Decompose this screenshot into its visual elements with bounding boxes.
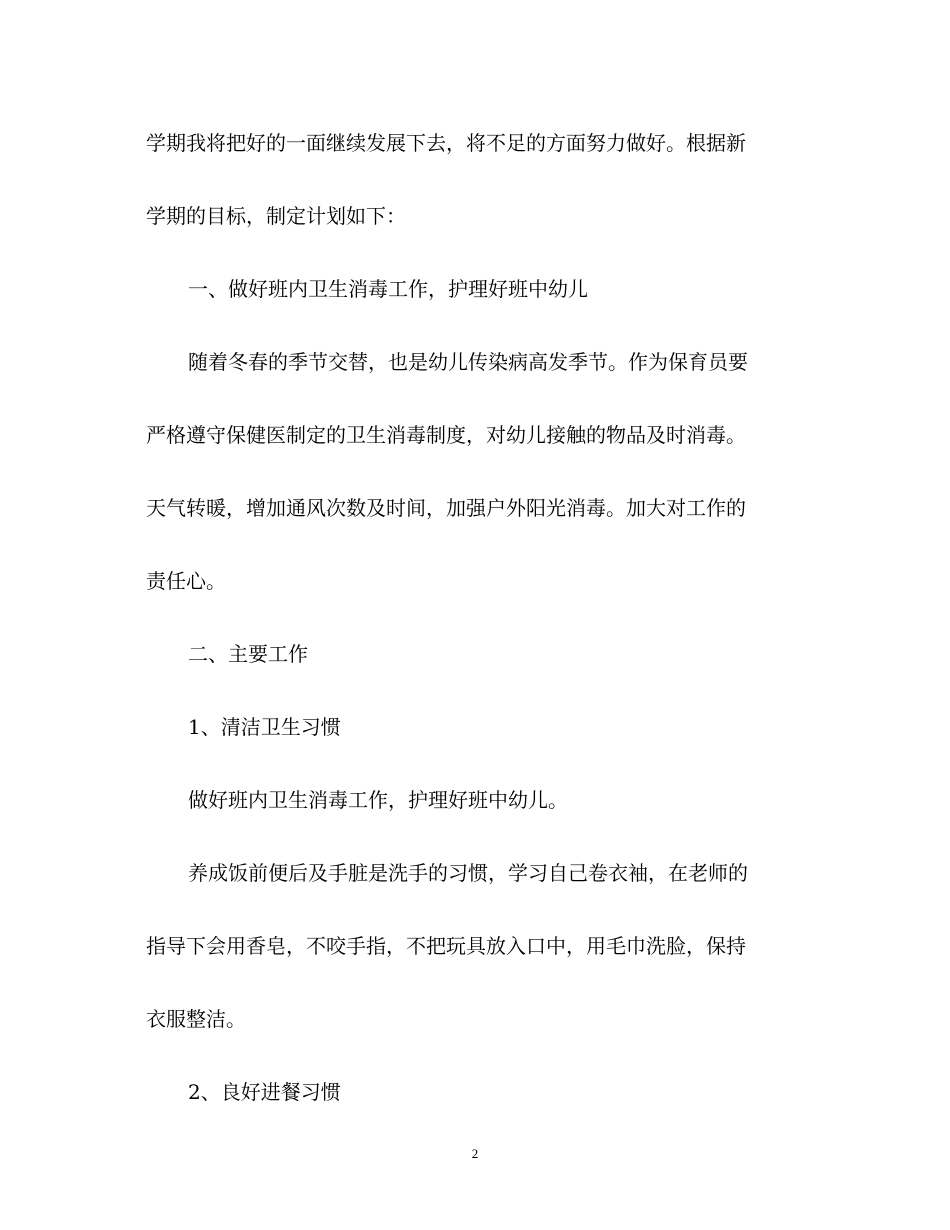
paragraph-line: 严格遵守保健医制定的卫生消毒制度，对幼儿接触的物品及时消毒。	[146, 423, 746, 447]
paragraph-line: 天气转暖，增加通风次数及时间，加强户外阳光消毒。加大对工作的	[146, 496, 746, 520]
paragraph-line: 指导下会用香皂，不咬手指，不把玩具放入口中，用毛巾洗脸，保持	[146, 934, 746, 958]
section-heading: 一、做好班内卫生消毒工作，护理好班中幼儿	[188, 277, 588, 301]
subsection-heading: 1、清洁卫生习惯	[188, 715, 341, 739]
paragraph-line: 随着冬春的季节交替，也是幼儿传染病高发季节。作为保育员要	[188, 350, 748, 374]
page-number: 2	[471, 1146, 479, 1161]
paragraph-line: 做好班内卫生消毒工作，护理好班中幼儿。	[188, 788, 568, 812]
paragraph-line: 学期的目标，制定计划如下：	[146, 204, 406, 228]
section-heading: 二、主要工作	[188, 642, 308, 666]
paragraph-line: 衣服整洁。	[146, 1007, 246, 1031]
paragraph-line: 责任心。	[146, 569, 226, 593]
paragraph-line: 学期我将把好的一面继续发展下去，将不足的方面努力做好。根据新	[146, 131, 746, 155]
paragraph-line: 养成饭前便后及手脏是洗手的习惯，学习自己卷衣袖，在老师的	[188, 861, 748, 885]
subsection-heading: 2、良好进餐习惯	[188, 1080, 341, 1104]
document-body	[146, 124, 810, 1146]
